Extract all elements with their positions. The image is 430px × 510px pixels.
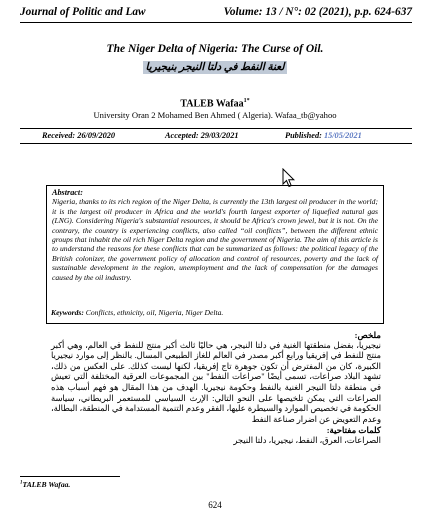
dates-divider-top xyxy=(20,128,412,129)
arabic-title: لعنة النفط في دلتا النيجر بنيجيريا xyxy=(143,61,288,74)
journal-header xyxy=(20,6,412,18)
published-date-value: 15/05/2021 xyxy=(323,131,362,140)
keywords-text: Conflicts, ethnicity, oil, Nigeria, Niger Delta. xyxy=(83,308,224,317)
footnote-marker: 1 xyxy=(20,480,23,486)
keywords-label: Keywords: xyxy=(51,308,84,317)
footnote xyxy=(20,480,70,489)
accepted-date: Accepted: 29/03/2021 xyxy=(165,131,239,140)
page-number: 624 xyxy=(208,500,222,510)
journal-volume: Volume: 13 / N°: 02 (2021), p.p. 624-637 xyxy=(223,6,412,18)
arabic-keywords-heading: كلمات مفتاحية: xyxy=(326,425,381,436)
abstract-text: Nigeria, thanks to its rich region of the Niger Delta, is currently the 13th largest oil producer in the world; it is the largest oil producer in Africa and the world's fourth largest exporter of liquefied natural gas (LNG). Considering Nigeria's substantial resources, it should be Africa's crown jewel, but it is not. On the contrary, the country is experiencing conflicts, also called “oil conflicts”, between the different ethnic groups that inhabit the oil rich Niger Delta region and the government of Nigeria. The aim of this article is to understand the reasons for these conflicts that can be summarized as follows: the political legacy of the British colonizer, the government policy of allocation and control of resources, poverty and the lack of sustainable development in the region, unemployment and the lack of compensation for the damages caused by the oil industry. xyxy=(52,197,378,282)
arabic-abstract xyxy=(51,330,381,447)
author-sup: 1* xyxy=(243,98,250,104)
dates-divider-bottom xyxy=(20,143,412,144)
keywords-line xyxy=(51,308,223,317)
arabic-title-wrap xyxy=(0,57,430,75)
article-title: The Niger Delta of Nigeria: The Curse of Oil. xyxy=(106,43,324,55)
abstract-heading: Abstract: xyxy=(52,188,83,197)
published-date xyxy=(285,131,362,140)
footnote-divider xyxy=(20,476,120,477)
received-date: Received: 26/09/2020 xyxy=(42,131,116,140)
footnote-text: TALEB Wafaa. xyxy=(22,480,71,489)
author-line xyxy=(0,98,430,109)
abstract-box xyxy=(46,185,384,324)
published-label: Published: xyxy=(285,131,324,140)
header-divider xyxy=(20,22,412,23)
arabic-abstract-heading: ملخص: xyxy=(354,330,381,340)
arabic-abstract-text: نيجيريا، بفضل منطقتها الغنية في دلتا النيجر، هي حاليًا ثالث أكبر منتج للنفط في العالم، وهي أكبر منتج للنفط في إفريقيا ورابع أكبر مصدر في العالم للغاز الطبيعي المسال. بالنظر إلى موارد نيجيريا الكبيرة، كان من المفترض أن تكون جوهرة تاج إفريقيا، لكنها ليست كذلك. على العكس من ذلك، تشهد البلاد صراعات، تسمى أيضًا "صراعات النفط" بين المجموعات العرقية المختلفة التي تعيش في منطقة دلتا النيجر الغنية بالنفط وحكومة نيجيريا. الهدف من هذا المقال هو فهم أسباب هذه الصراعات التي يمكن تلخيصها على النحو التالي: الإرث السياسي للمستعمر البريطاني، سياسة الحكومة في تخصيص الموارد والسيطرة عليها، الفقر وعدم التنمية المستدامة في المنطقة، البطالة، وعدم التعويض عن اضرار صناعة النفط xyxy=(51,340,381,424)
author-name: TALEB Wafaa xyxy=(180,98,244,110)
arabic-keywords-text: الصراعات، العرق، النفط، نيجيريا، دلتا النيجر xyxy=(233,435,381,445)
journal-name: Journal of Politic and Law xyxy=(20,6,146,18)
author-affiliation: University Oran 2 Mohamed Ben Ahmed ( Algeria). Wafaa_tb@yahoo xyxy=(93,110,337,120)
